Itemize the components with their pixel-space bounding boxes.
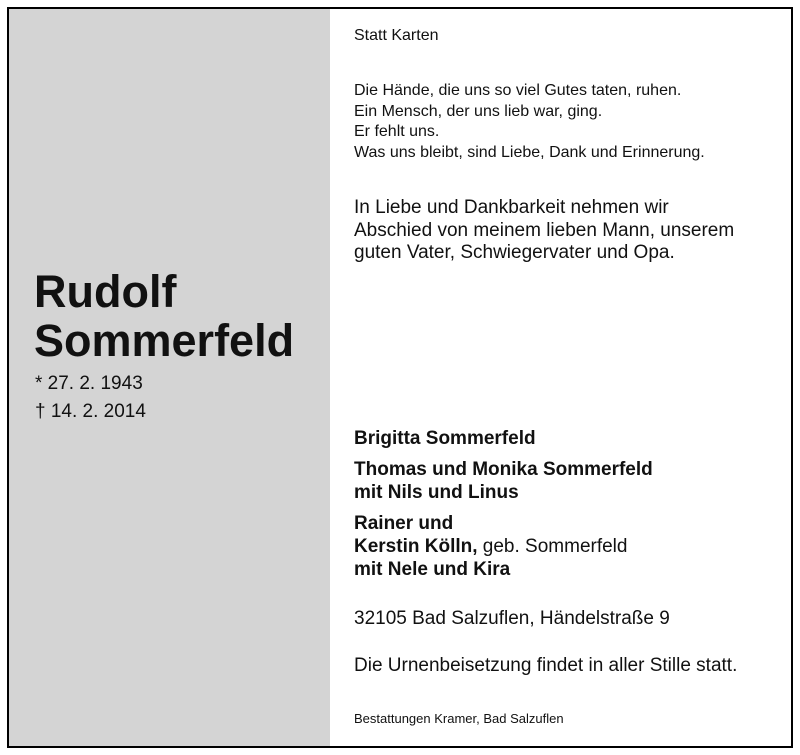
poem-line: Was uns bleibt, sind Liebe, Dank und Erinnerung. bbox=[354, 143, 705, 161]
son-children: mit Nils und Linus bbox=[354, 482, 519, 503]
obituary-notice bbox=[7, 7, 793, 748]
statt-karten: Statt Karten bbox=[354, 27, 439, 44]
poem-line: Die Hände, die uns so viel Gutes taten, ruhen. bbox=[354, 82, 682, 99]
deceased-first-name: Rudolf bbox=[34, 266, 177, 317]
name-panel bbox=[9, 9, 330, 746]
farewell-text bbox=[354, 197, 734, 265]
birth-date: * 27. 2. 1943 bbox=[35, 373, 143, 394]
poem bbox=[354, 81, 705, 163]
poem-line: Er fehlt uns. bbox=[354, 123, 440, 140]
farewell-line: In Liebe und Dankbarkeit nehmen wir bbox=[354, 197, 669, 218]
life-dates bbox=[35, 370, 146, 426]
undertaker: Bestattungen Kramer, Bad Salzuflen bbox=[354, 711, 564, 726]
deceased-name bbox=[34, 267, 294, 365]
daughter-name: Kerstin Kölln, bbox=[354, 536, 478, 557]
death-date: † 14. 2. 2014 bbox=[35, 401, 146, 422]
daughter-maiden-name: geb. Sommerfeld bbox=[477, 536, 628, 557]
farewell-line: guten Vater, Schwiegervater und Opa. bbox=[354, 242, 675, 263]
son-family-name: Thomas und Monika Sommerfeld bbox=[354, 459, 653, 480]
mourner-spouse bbox=[354, 427, 653, 450]
mourners-list bbox=[354, 427, 653, 589]
urn-notice: Die Urnenbeisetzung findet in aller Stille statt. bbox=[354, 655, 738, 676]
address: 32105 Bad Salzuflen, Händelstraße 9 bbox=[354, 608, 670, 629]
daughter-children: mit Nele und Kira bbox=[354, 559, 511, 580]
daughter-line2 bbox=[354, 535, 653, 558]
mourner-daughter-family bbox=[354, 512, 653, 581]
daughter-line1: Rainer und bbox=[354, 513, 454, 534]
farewell-line: Abschied von meinem lieben Mann, unserem bbox=[354, 219, 735, 241]
deceased-last-name: Sommerfeld bbox=[34, 315, 295, 366]
spouse-name: Brigitta Sommerfeld bbox=[354, 428, 536, 449]
mourner-son-family bbox=[354, 458, 653, 504]
poem-line: Ein Mensch, der uns lieb war, ging. bbox=[354, 102, 603, 120]
